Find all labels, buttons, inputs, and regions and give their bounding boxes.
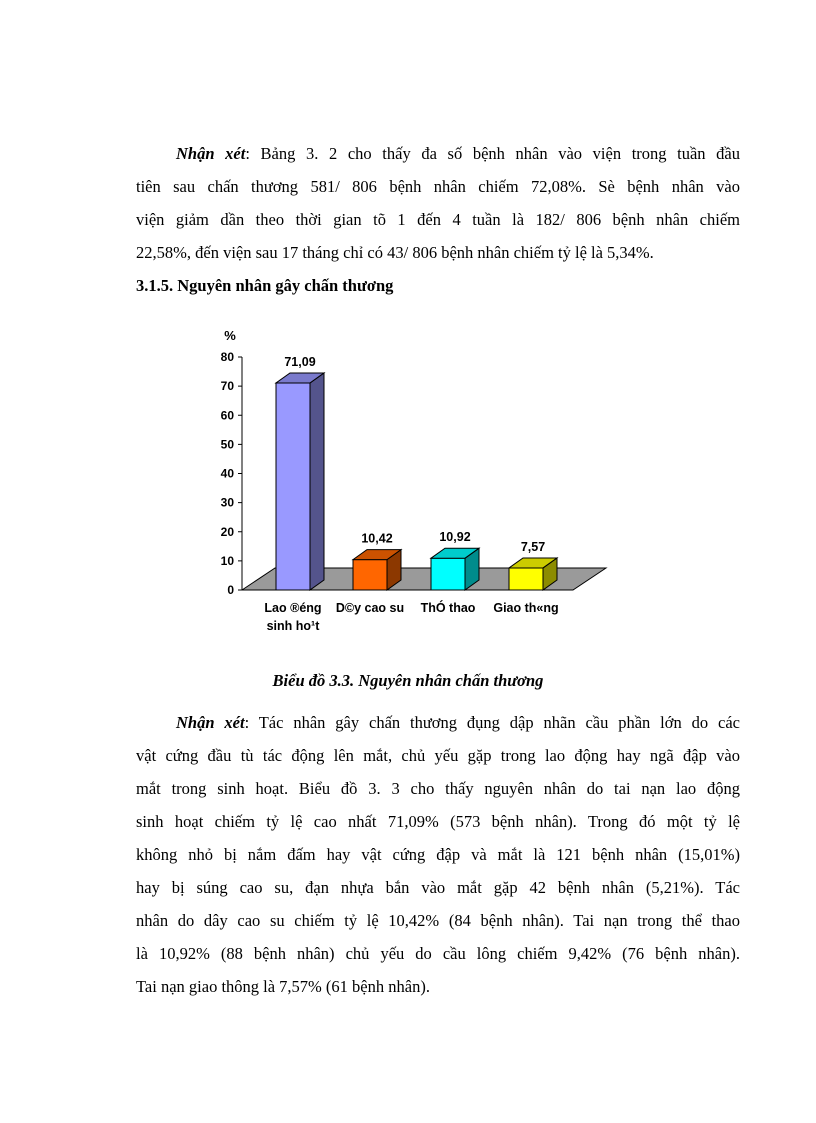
x-category-label: Lao ®éng <box>264 601 322 615</box>
paragraph-line: là 10,92% (88 bệnh nhân) chủ yếu do cầu lông chiếm 9,42% (76 bệnh nhân). <box>136 944 740 963</box>
bar-value-label: 10,92 <box>439 530 471 545</box>
paragraph-line: sinh hoạt chiếm tỷ lệ cao nhất 71,09% (573 bệnh nhân). Trong đó một tỷ lệ <box>136 812 740 831</box>
paragraph-line: viện giảm dần theo thời gian tõ 1 đến 4 tuần là 182/ 806 bệnh nhân chiếm <box>136 210 740 229</box>
cause-bar-chart <box>190 318 630 638</box>
y-axis-unit-label: % <box>224 328 236 343</box>
bar-front <box>431 558 465 590</box>
paragraph-line: Nhận xét: Bảng 3. 2 cho thấy đa số bệnh nhân vào viện trong tuần đầu <box>176 144 741 163</box>
x-category-label: ThÓ thao <box>420 601 476 615</box>
bar-value-label: 10,42 <box>361 531 393 546</box>
bar-side <box>310 373 324 590</box>
section-heading: 3.1.5. Nguyên nhân gây chấn thương <box>136 276 394 295</box>
y-tick-label: 30 <box>220 495 234 510</box>
y-tick-label: 40 <box>220 466 234 481</box>
paragraph-line: không nhỏ bị nắm đấm hay vật cứng đập và mắt là 121 bệnh nhân (15,01%) <box>136 845 740 864</box>
paragraph-line: Tai nạn giao thông là 7,57% (61 bệnh nhân). <box>136 977 430 996</box>
y-tick-label: 10 <box>220 553 234 568</box>
paragraph-line: nhân do dây cao su chiếm tỷ lệ 10,42% (84 bệnh nhân). Tai nạn trong thể thao <box>136 911 740 930</box>
y-tick-label: 20 <box>220 524 234 539</box>
y-tick-label: 70 <box>220 379 234 394</box>
paragraph-line: mắt trong sinh hoạt. Biểu đồ 3. 3 cho thấy nguyên nhân do tai nạn lao động <box>136 779 740 798</box>
y-tick-label: 50 <box>220 437 234 452</box>
y-tick-label: 80 <box>220 350 234 364</box>
bar-value-label: 7,57 <box>520 539 546 554</box>
observation-label: Nhận xét <box>176 713 245 732</box>
y-tick-label: 0 <box>227 583 234 597</box>
bar <box>509 558 557 590</box>
bar <box>276 373 324 590</box>
paragraph-line: vật cứng đầu tù tác động lên mắt, chủ yếu gặp trong lao động hay ngã đập vào <box>136 746 740 765</box>
observation-label: Nhận xét <box>176 144 246 163</box>
y-tick-label: 60 <box>220 408 234 423</box>
bar-front <box>509 568 543 590</box>
paragraph-line: hay bị súng cao su, đạn nhựa bắn vào mắt gặp 42 bệnh nhân (5,21%). Tác <box>136 878 740 897</box>
paragraph-line: tiên sau chấn thương 581/ 806 bệnh nhân chiếm 72,08%. Sè bệnh nhân vào <box>136 177 740 196</box>
paragraph-observation-1 <box>136 137 740 269</box>
x-category-label: Giao th«ng <box>493 601 559 615</box>
chart-caption: Biểu đồ 3.3. Nguyên nhân chấn thương <box>272 671 544 690</box>
bar <box>431 548 479 590</box>
paragraph-line: Nhận xét: Tác nhân gây chấn thương đụng dập nhãn cầu phần lớn do các <box>176 713 740 732</box>
bar-value-label: 71,09 <box>284 354 316 369</box>
paragraph-observation-2 <box>136 706 740 1003</box>
bar-front <box>353 560 387 590</box>
paragraph-line: 22,58%, đến viện sau 17 tháng chỉ có 43/ 806 bệnh nhân chiếm tỷ lệ là 5,34%. <box>136 243 654 262</box>
bar-front <box>276 383 310 590</box>
x-category-label: sinh ho¹t <box>266 619 320 633</box>
x-category-label: D©y cao su <box>335 601 405 615</box>
bar <box>353 550 401 590</box>
